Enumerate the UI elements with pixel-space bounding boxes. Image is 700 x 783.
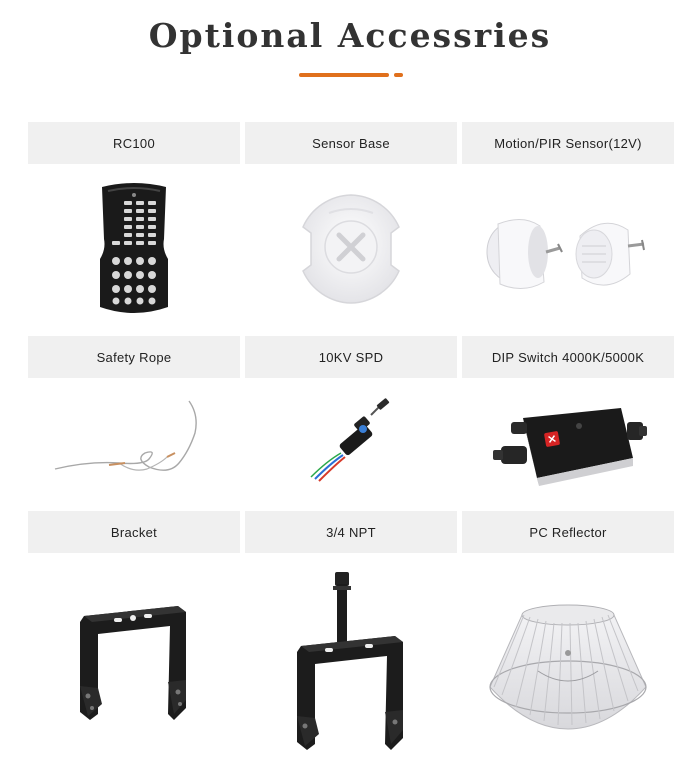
dip-switch-box-icon bbox=[462, 378, 674, 508]
title-underline-dot bbox=[394, 73, 403, 77]
accessory-card-dip-switch[interactable] bbox=[462, 336, 674, 508]
accessory-card-pc-reflector[interactable] bbox=[462, 511, 674, 778]
accessory-card-npt[interactable] bbox=[245, 511, 457, 778]
accessory-label: Bracket bbox=[28, 511, 240, 553]
surge-protector-icon bbox=[245, 378, 457, 508]
pir-sensor-icon bbox=[462, 164, 674, 334]
title-underline bbox=[299, 73, 389, 77]
accessory-card-rc100[interactable] bbox=[28, 122, 240, 334]
accessory-card-spd[interactable] bbox=[245, 336, 457, 508]
accessory-label: DIP Switch 4000K/5000K bbox=[462, 336, 674, 378]
accessory-card-bracket[interactable] bbox=[28, 511, 240, 778]
accessory-label: Safety Rope bbox=[28, 336, 240, 378]
page-title: Optional Accessries bbox=[148, 16, 552, 55]
bracket-icon bbox=[28, 553, 240, 778]
safety-rope-icon bbox=[28, 378, 240, 508]
accessory-card-safety-rope[interactable] bbox=[28, 336, 240, 508]
accessory-card-sensor-base[interactable] bbox=[245, 122, 457, 334]
sensor-base-icon bbox=[245, 164, 457, 334]
accessory-label: PC Reflector bbox=[462, 511, 674, 553]
accessory-label: 10KV SPD bbox=[245, 336, 457, 378]
npt-mount-icon bbox=[245, 553, 457, 778]
remote-control-icon bbox=[28, 164, 240, 334]
accessory-label: Sensor Base bbox=[245, 122, 457, 164]
accessory-label: Motion/PIR Sensor(12V) bbox=[462, 122, 674, 164]
accessory-card-pir-sensor[interactable] bbox=[462, 122, 674, 334]
pc-reflector-icon bbox=[462, 553, 674, 778]
accessory-label: 3/4 NPT bbox=[245, 511, 457, 553]
accessory-label: RC100 bbox=[28, 122, 240, 164]
